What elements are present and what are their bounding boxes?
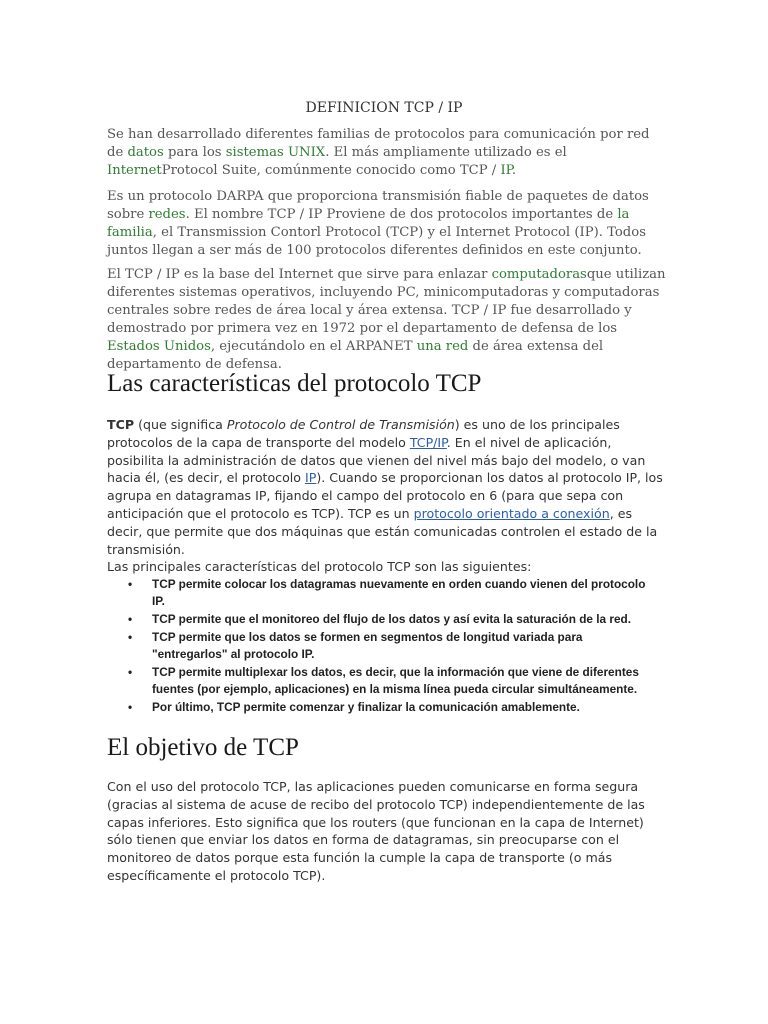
text: Se han desarrollado diferentes familias de protocolos para comunicación por red de [107,127,650,160]
list-item [128,699,648,716]
text: (que significa [134,417,227,432]
list-item-text: TCP permite que el monitoreo del flujo de los datos y así evita la saturación de la red. [152,612,631,626]
text: , es decir, que permite que dos máquinas que están comunicadas controlen el estado de la transmisión. [107,505,658,557]
list-item-text: TCP permite multiplexar los datos, es decir, que la información que viene de diferentes fuentes (por ejemplo, aplicaciones) en la misma línea pueda circular simultáneamente. [152,665,639,696]
text: . El más ampliamente utilizado es el [325,145,567,160]
text: que utilizan diferentes sistemas operativos, incluyendo PC, minicomputadoras y computadoras centrales sobre redes de área local y área extensa. TCP / IP fue desarrollado y demostrado por primera vez en 1972 por el departamento de defensa de los [107,267,666,336]
text: Las principales características del protocolo TCP son las siguientes: [107,559,532,575]
bullet-icon: • [128,665,133,679]
link-familia[interactable]: la familia [107,207,630,240]
heading-objetivo: El objetivo de TCP [107,734,299,761]
tcp-bold: TCP [107,417,135,432]
bullet-icon: • [128,612,133,626]
link-unix[interactable]: UNIX [283,145,326,160]
text: ) es uno de los principales protocolos de la capa de transporte del modelo [107,417,620,450]
link-protocolo-orientado[interactable]: protocolo orientado a conexión [413,505,610,521]
text: . [511,163,517,178]
text: , ejecutándolo en el ARPANET [210,339,417,354]
text: de área extensa del departamento de defensa. [107,339,604,372]
paragraph-objetivo: Con el uso del protocolo TCP, las aplicaciones pueden comunicarse en forma segura (gracias al sistema de acuse de recibo del protocolo TCP) independientemente de las capas inferiores. Esto significa que los routers (que funcionan en la capa de Internet) sólo tienen que enviar los datos en forma de datagramas, sin preocuparse con el monitoreo de datos porque esta función la cumple la capa de transporte (o más específicamente el protocolo TCP). [107,779,645,883]
link-datos[interactable]: datos [127,145,164,160]
link-internet[interactable]: Internet [107,163,162,178]
text: , el Transmission Contorl Protocol (TCP) y el Internet Protocol (IP). Todos juntos llegan a ser más de 100 protocolos diferentes definidos en este conjunto. [107,225,646,258]
list-item-text: TCP permite colocar los datagramas nuevamente en orden cuando vienen del protocolo IP. [152,577,646,608]
text: Protocol Suite, comúnmente conocido como TCP / [161,163,501,178]
link-redes[interactable]: redes [148,207,186,222]
paragraph-darpa [107,188,667,260]
text: . En el nivel de aplicación, posibilita la administración de datos que vienen del nivel más bajo del modelo, o van hacia él, (es decir, el protocolo [107,434,646,486]
text: El TCP / IP es la base del Internet que sirve para enlazar [107,267,492,282]
link-sistemas[interactable]: sistemas [225,145,284,160]
list-item [128,629,648,663]
link-tcpip[interactable]: TCP/IP [409,434,447,450]
paragraph-definition [107,126,667,180]
features-list [128,576,648,717]
link-ip-protocol[interactable]: IP [305,470,317,486]
list-item [128,611,648,628]
bullet-icon: • [128,700,133,714]
text: ). Cuando se proporcionan los datos al protocolo IP, los agrupa en datagramas IP, fijando el campo del protocolo en 6 (para que sepa con anticipación que el protocolo es TCP). TCP es un [107,470,663,521]
tcp-italic: Protocolo de Control de Transmisión [226,417,455,432]
list-item [128,576,648,610]
list-item-text: TCP permite que los datos se formen en segmentos de longitud variada para "entregarlos" al protocolo IP. [152,630,583,661]
bullet-icon: • [128,630,133,644]
text: . El nombre TCP / IP Proviene de dos protocolos importantes de [185,207,618,222]
list-item [128,664,648,698]
link-estados-unidos[interactable]: Estados Unidos [107,339,211,354]
text: para los [163,145,226,160]
link-computadoras[interactable]: computadoras [491,267,587,282]
paragraph-tcp [107,416,667,576]
bullet-icon: • [128,577,133,591]
link-una-red[interactable]: una red [416,339,469,354]
list-item-text: Por último, TCP permite comenzar y finalizar la comunicación amablemente. [152,700,580,714]
text: Es un protocolo DARPA que proporciona transmisión fiable de paquetes de datos sobre [107,189,649,222]
page-title: DEFINICION TCP / IP [305,100,463,116]
heading-caracteristicas: Las características del protocolo TCP [107,370,482,397]
link-ip[interactable]: IP [500,163,512,178]
paragraph-base-internet [107,266,667,374]
